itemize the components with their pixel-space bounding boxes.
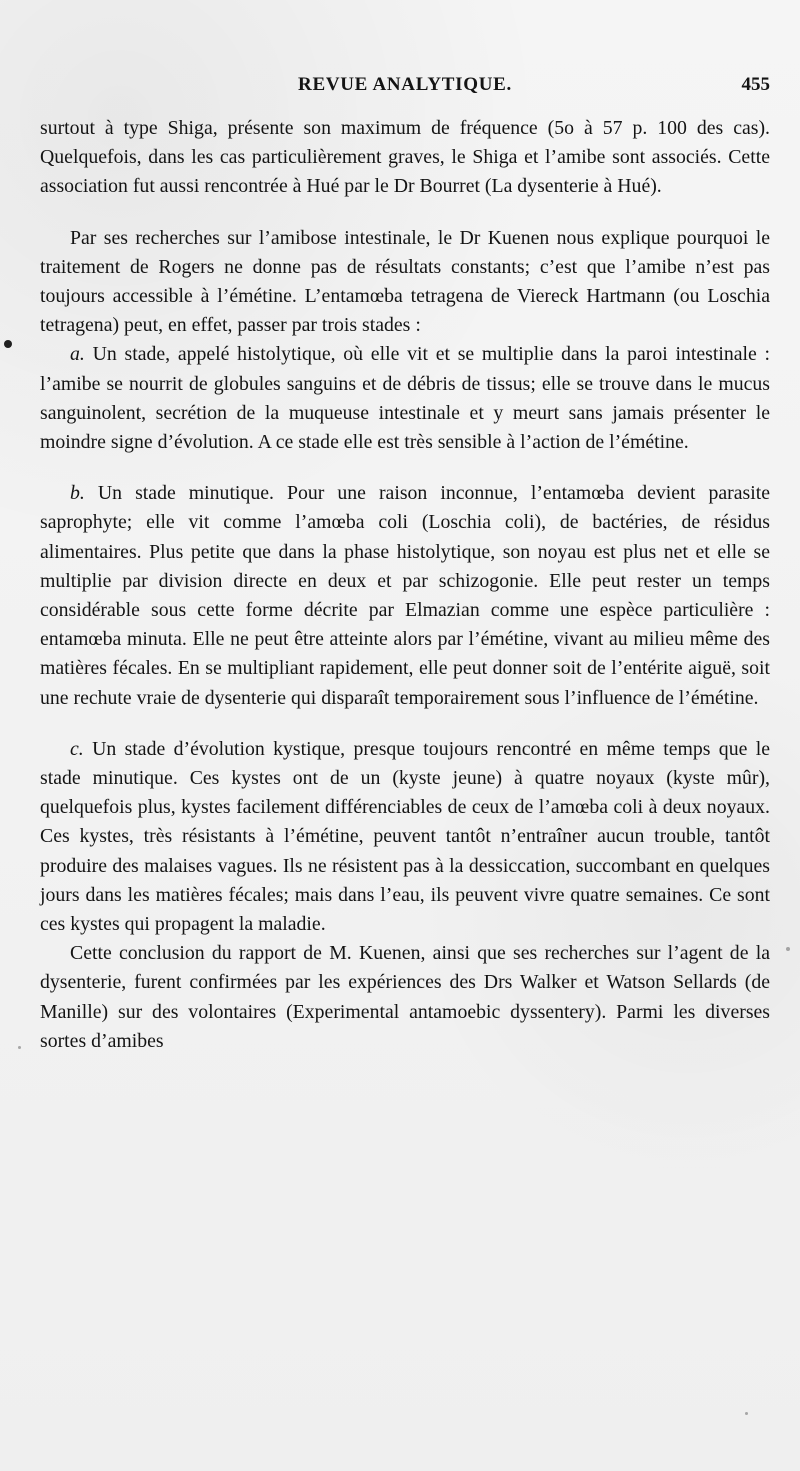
scan-speck bbox=[745, 1412, 748, 1415]
paragraph-conclusion bbox=[40, 939, 770, 1056]
scan-speck bbox=[786, 947, 790, 951]
paragraph-text: Un stade d’évolution kystique, presque toujours rencontré en même temps que le stade minutique. Ces kystes ont de un (kyste jeune) à quatre noyaux (kyste mûr), quelquefois plus, kystes facilement différenciables de ceux de l’amœba coli à deux noyaux. Ces kystes, très résistants à l’émétine, peuvent tantôt n’entraîner aucun trouble, tantôt produire des malaises vagues. Ils ne résistent pas à la dessiccation, succombant en quelques jours dans les matières fécales; mais dans l’eau, ils peuvent vivre quatre semaines. Ce sont ces kystes qui propagent la maladie. bbox=[40, 737, 770, 936]
scan-speck bbox=[18, 1046, 21, 1049]
margin-ink-dot bbox=[4, 340, 12, 348]
paragraph-text: Un stade, appelé histolytique, où elle vit et se multiplie dans la paroi intestinale : l’amibe se nourrit de globules sanguins et de débris de tissus; elle se trouve dans le mucus sanguinolent, secrétion de la muqueuse intestinale et y meurt sans jamais présenter le moindre signe d’évolution. A ce stade elle est très sensible à l’action de l’émétine. bbox=[40, 343, 771, 454]
paragraph-amibose bbox=[40, 224, 770, 341]
paragraph-text: Par ses recherches sur l’amibose intestinale, le Dr Kuenen nous explique pourquoi le traitement de Rogers ne donne pas de résultats constants; c’est que l’amibe n’est pas toujours accessible à l’émétine. L’entamœba tetragena de Viereck Hartmann (ou Loschia tetragena) peut, en effet, passer par trois stades : bbox=[40, 226, 770, 337]
paragraph-text: Cette conclusion du rapport de M. Kuenen, ainsi que ses recherches sur l’agent de la dysenterie, furent confirmées par les expériences des Drs Walker et Watson Sellards (de Manille) sur des volontaires (Experimental antamoebic dyssentery). Parmi les diverses sortes d’amibes bbox=[40, 942, 770, 1052]
paragraph-stage-c bbox=[40, 735, 770, 939]
page-header bbox=[40, 74, 770, 102]
stage-marker: a. bbox=[70, 343, 85, 366]
paragraph-text: surtout à type Shiga, présente son maximum de fréquence (5o à 57 p. 100 des cas). Quelquefois, dans les cas particulièrement graves, le Shiga et l’amibe sont associés. Cette association fut aussi rencontrée à Hué par le Dr Bourret (La dysenterie à Hué). bbox=[40, 117, 770, 198]
paragraph-stage-b bbox=[40, 479, 770, 713]
paragraph-text: Un stade minutique. Pour une raison inconnue, l’entamœba devient parasite saprophyte; elle vit comme l’amœba coli (Loschia coli), de bactéries, de résidus alimentaires. Plus petite que dans la phase histolytique, son noyau est plus net et elle se multiplie par division directe en deux et par schizogonie. Elle peut rester un temps considérable sous cette forme décrite par Elmazian comme une espèce particulière : entamœba minuta. Elle ne peut être atteinte alors par l’émétine, vivant au milieu même des matières fécales. En se multipliant rapidement, elle peut donner soit de l’entérite aiguë, soit une rechute vraie de dysenterie qui disparaît temporairement sous l’influence de l’émétine. bbox=[40, 482, 770, 709]
stage-marker: c. bbox=[70, 737, 84, 760]
running-title: REVUE ANALYTIQUE. bbox=[298, 74, 512, 95]
page-number: 455 bbox=[741, 74, 770, 95]
article-body bbox=[40, 114, 770, 1056]
paragraph-continuation bbox=[40, 114, 770, 202]
stage-marker: b. bbox=[70, 482, 85, 505]
paragraph-stage-a bbox=[40, 340, 770, 457]
